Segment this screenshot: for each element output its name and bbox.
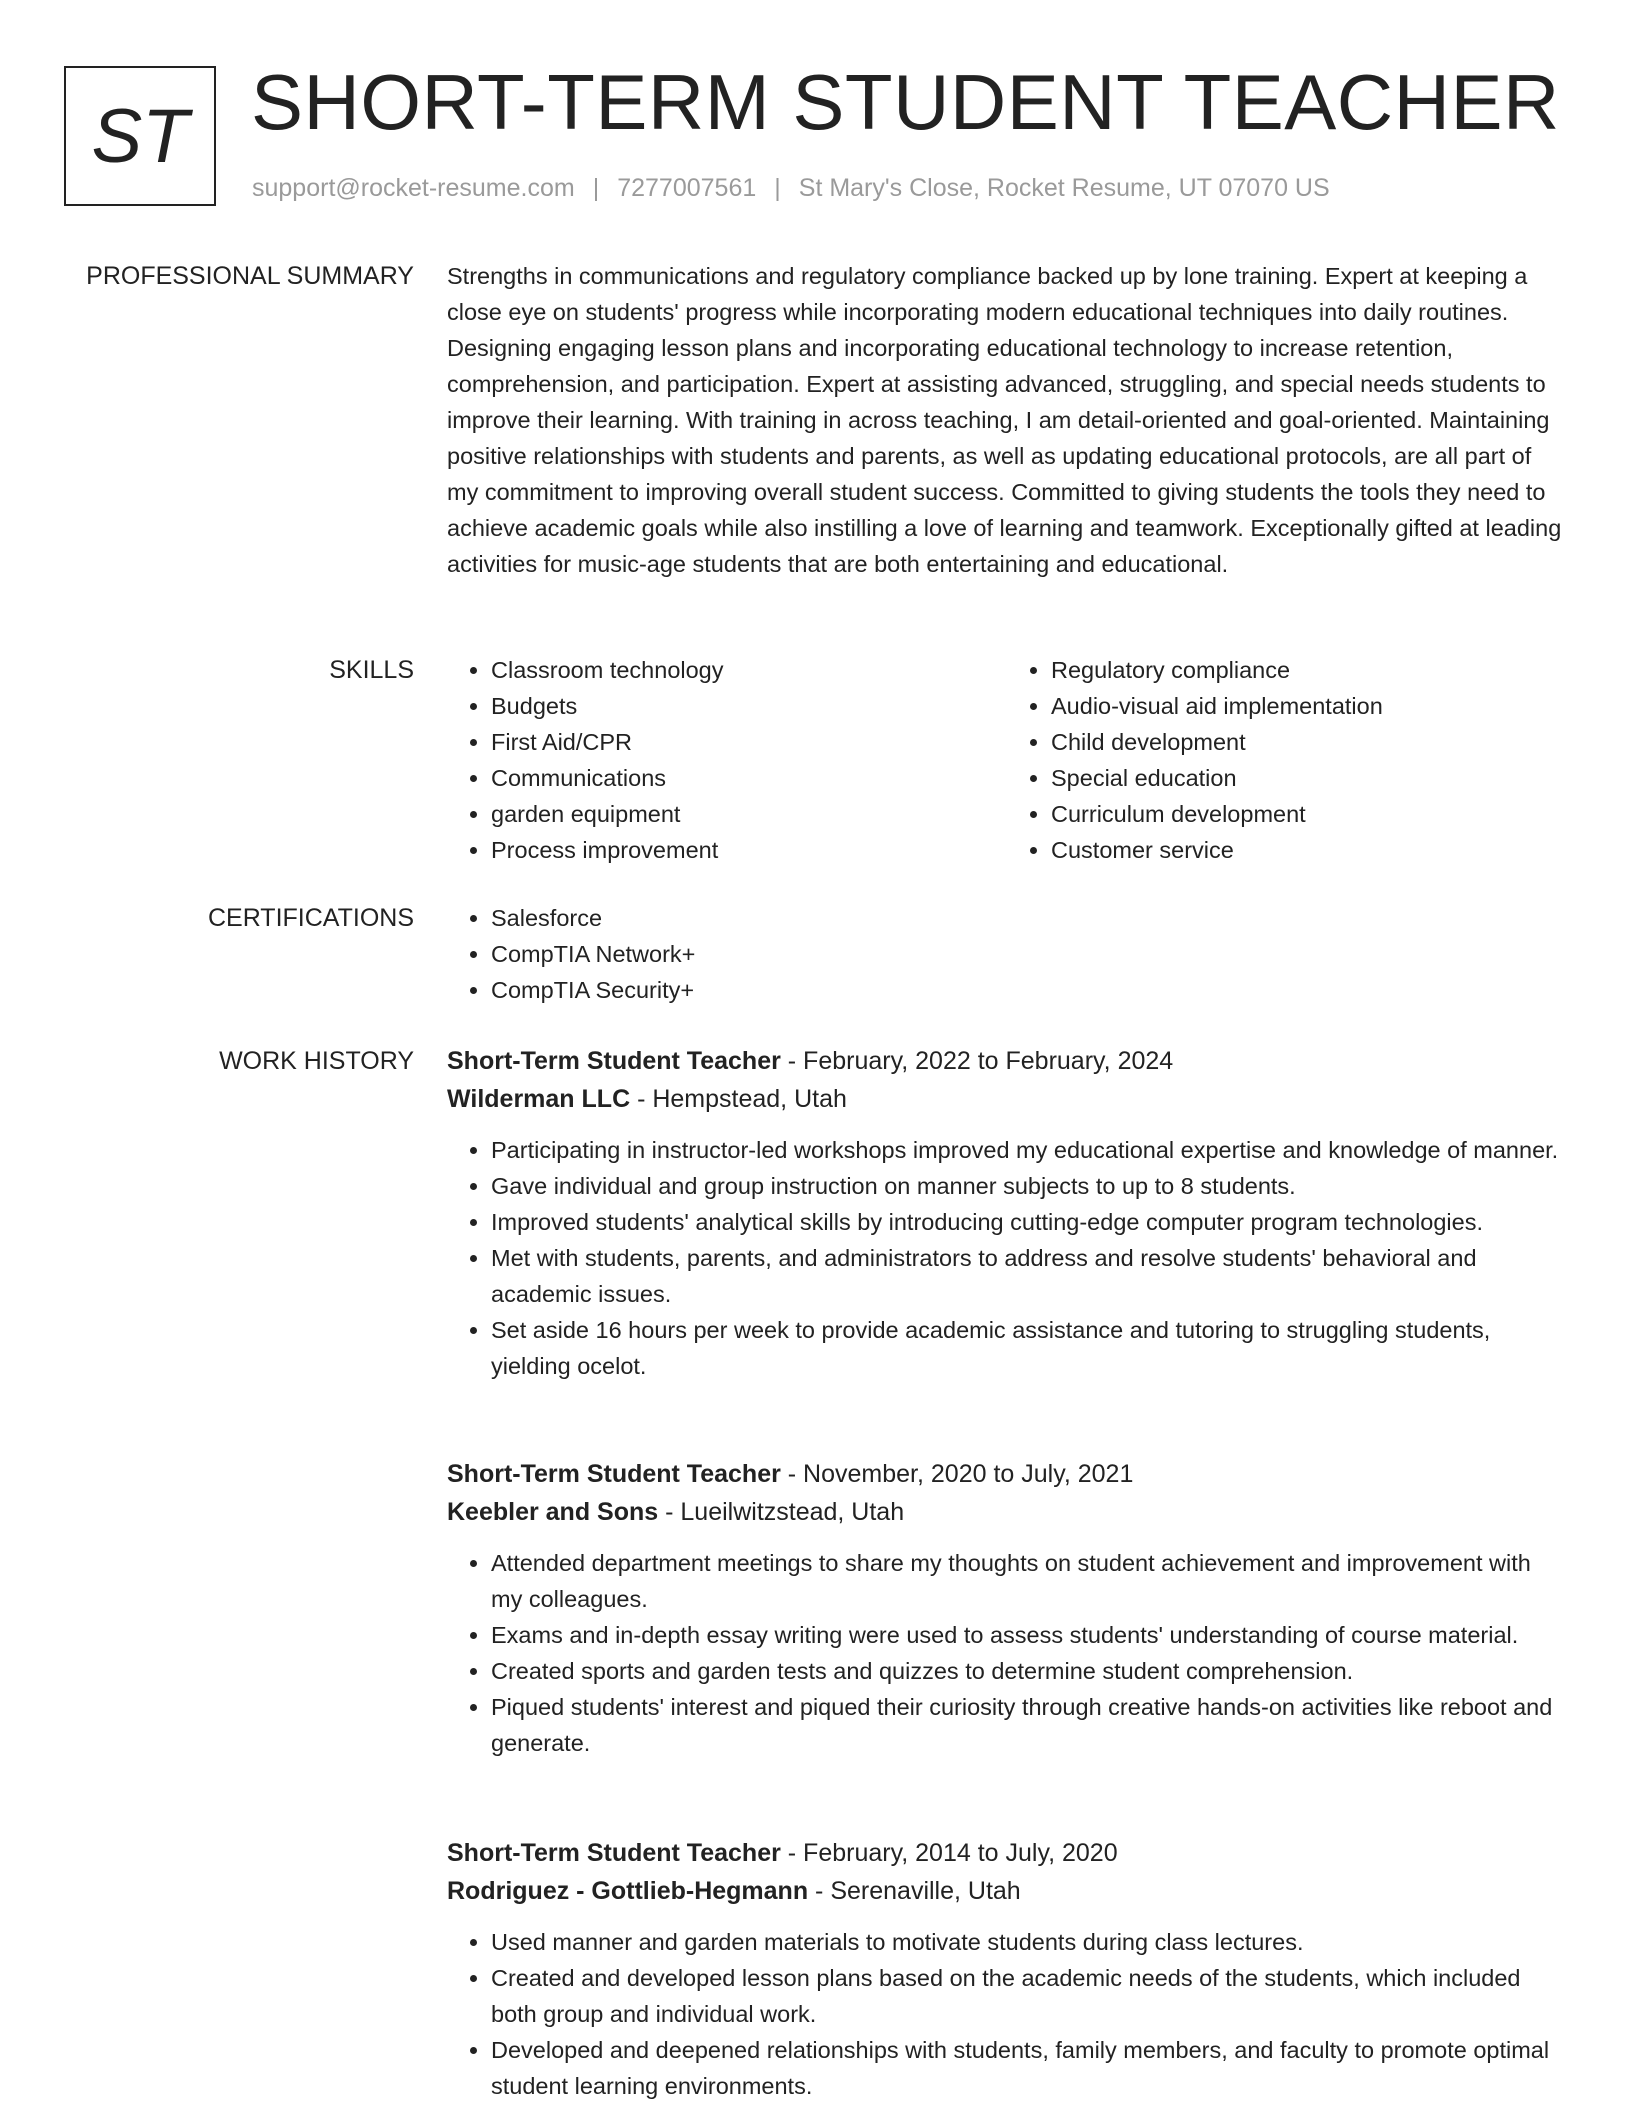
skill-item: • Special education [1051, 760, 1567, 796]
job-location: - Serenaville, Utah [808, 1877, 1021, 1905]
summary-text: Strengths in communications and regulatory compliance backed up by lone training. Expert at keeping a close eye on students' progress while incorporating modern educational techniques into daily routines. Designing engaging lesson plans and incorporating educational technology to increase retention, comprehension, and participation. Expert at assisting advanced, struggling, and special needs students to improve their learning. With training in across teaching, I am detail-oriented and goal-oriented. Maintaining positive relationships with students and parents, as well as updating educational protocols, are all part of my commitment to improving overall student success. Committed to giving students the tools they need to achieve academic goals while also instilling a love of learning and teamwork. Exceptionally gifted at leading activities for music-age students that are both entertaining and educational. [447, 263, 1562, 577]
contact-separator: | [592, 174, 600, 202]
summary-heading: PROFESSIONAL SUMMARY [86, 262, 414, 290]
contact-line [252, 174, 1330, 203]
job-bullets [447, 1545, 1567, 1761]
skills-heading: SKILLS [329, 656, 414, 684]
skills-columns [447, 652, 1567, 868]
certifications-heading: CERTIFICATIONS [207, 904, 414, 932]
job-bullet: • Piqued students' interest and piqued their curiosity through creative hands-on activities like reboot and generate. [491, 1689, 1567, 1761]
certifications-body [447, 900, 1567, 1008]
job-title: Short-Term Student Teacher [447, 1839, 781, 1867]
contact-address: St Mary's Close, Rocket Resume, UT 07070 US [798, 174, 1330, 202]
job-dates: - February, 2022 to February, 2024 [780, 1047, 1174, 1075]
job-title: Short-Term Student Teacher [447, 1047, 781, 1075]
skill-item: • Regulatory compliance [1051, 652, 1567, 688]
job-bullet: • Exams and in-depth essay writing were used to assess students' understanding of course material. [491, 1617, 1567, 1653]
job-bullet: • Created sports and garden tests and quizzes to determine student comprehension. [491, 1653, 1567, 1689]
job-company: Wilderman LLC [447, 1085, 631, 1113]
skill-item: • First Aid/CPR [491, 724, 1007, 760]
contact-email: support@rocket-resume.com [252, 174, 575, 202]
job-title-line [447, 1834, 1567, 1872]
job-title-line [447, 1455, 1567, 1493]
skill-item: • garden equipment [491, 796, 1007, 832]
contact-separator: | [774, 174, 781, 202]
skill-item: • Curriculum development [1051, 796, 1567, 832]
job-company: Rodriguez - Gottlieb-Hegmann [447, 1877, 809, 1905]
skills-list-right [1007, 652, 1567, 868]
skill-item: • Process improvement [491, 832, 1007, 868]
job-bullets [447, 1132, 1567, 1384]
job-company: Keebler and Sons [447, 1498, 659, 1526]
job-bullet: • Gave individual and group instruction on manner subjects to up to 8 students. [491, 1168, 1567, 1204]
job-bullet: • Attended department meetings to share my thoughts on student achievement and improvement with my colleagues. [491, 1545, 1567, 1617]
contact-phone: 7277007561 [617, 174, 757, 202]
job-dates: - November, 2020 to July, 2021 [780, 1460, 1134, 1488]
certification-item: • CompTIA Security+ [491, 972, 1567, 1008]
skill-item: • Classroom technology [491, 652, 1007, 688]
job-title-line [447, 1042, 1567, 1080]
certification-item: • CompTIA Network+ [491, 936, 1567, 972]
skills-list-left [447, 652, 1007, 868]
job-bullet: • Developed and deepened relationships with students, family members, and faculty to promote optimal student learning environments. [491, 2032, 1567, 2104]
job-bullet: • Set aside 16 hours per week to provide academic assistance and tutoring to struggling students, yielding ocelot. [491, 1312, 1567, 1384]
skill-item: • Customer service [1051, 832, 1567, 868]
work-history-heading: WORK HISTORY [219, 1047, 414, 1075]
skill-item: • Audio-visual aid implementation [1051, 688, 1567, 724]
job-bullet: • Used manner and garden materials to motivate students during class lectures. [491, 1924, 1567, 1960]
certifications-list [447, 900, 1567, 1008]
job-location: - Hempstead, Utah [630, 1085, 847, 1113]
job-bullet: • Participating in instructor-led workshops improved my educational expertise and knowledge of manner. [491, 1132, 1567, 1168]
resume-title: SHORT-TERM STUDENT TEACHER [251, 58, 1560, 146]
job-bullet: • Met with students, parents, and administrators to address and resolve students' behavioral and academic issues. [491, 1240, 1567, 1312]
job-company-line [447, 1080, 1567, 1118]
skill-item: • Communications [491, 760, 1007, 796]
skill-item: • Budgets [491, 688, 1007, 724]
job-company-line [447, 1493, 1567, 1531]
job-dates: - February, 2014 to July, 2020 [780, 1839, 1118, 1867]
job-bullets [447, 1924, 1567, 2104]
job-company-line [447, 1872, 1567, 1910]
skill-item: • Child development [1051, 724, 1567, 760]
job-bullet: • Improved students' analytical skills by introducing cutting-edge computer program technologies. [491, 1204, 1567, 1240]
job-location: - Lueilwitzstead, Utah [658, 1498, 905, 1526]
monogram-logo: ST [64, 66, 216, 206]
certification-item: • Salesforce [491, 900, 1567, 936]
job-title: Short-Term Student Teacher [447, 1460, 781, 1488]
job-bullet: • Created and developed lesson plans based on the academic needs of the students, which included both group and individual work. [491, 1960, 1567, 2032]
